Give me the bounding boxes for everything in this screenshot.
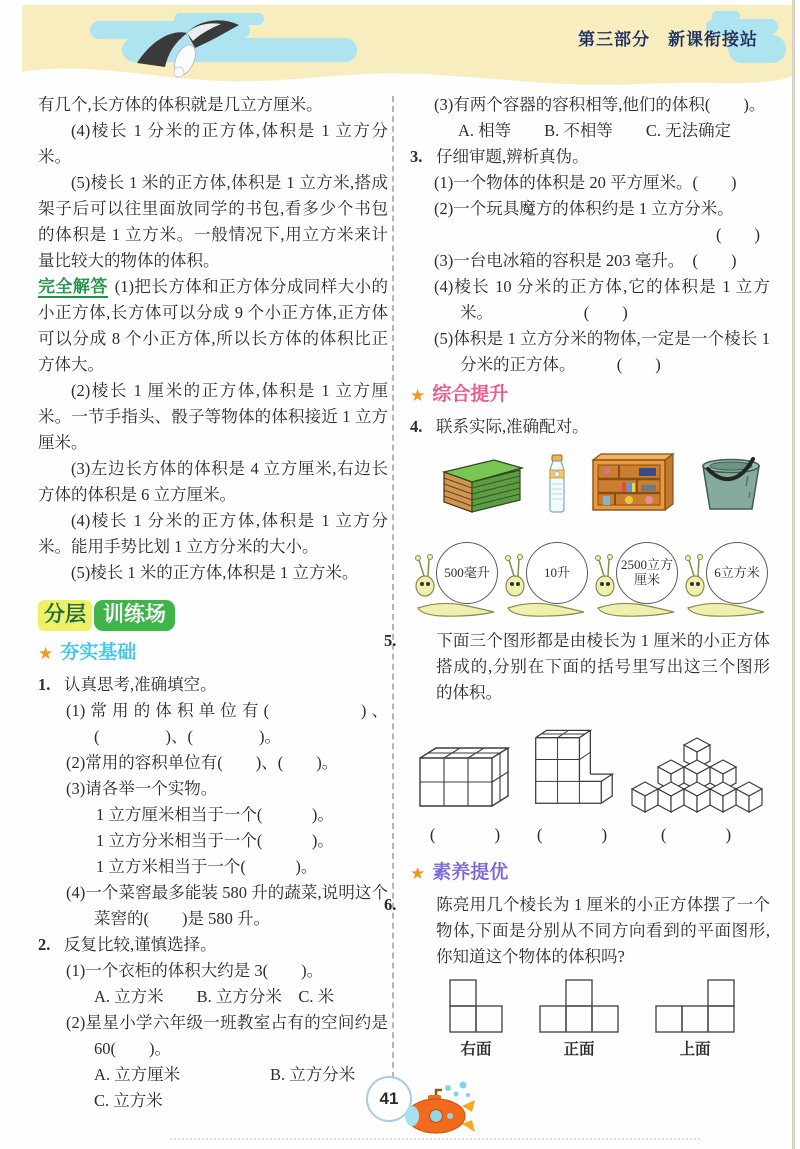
- star-icon: ★: [410, 385, 426, 405]
- view-right-side: [448, 978, 504, 1063]
- answer-paren: ( ): [716, 225, 760, 244]
- question-title: [410, 144, 770, 170]
- question-title-text: 下面三个图形都是由棱长为 1 厘米的小正方体搭成的,分别在下面的括号里写出这三个图形的体积。: [436, 631, 770, 702]
- choice-item: (1)一个衣柜的体积大约是 3( )。: [66, 961, 324, 980]
- submarine-icon: [396, 1080, 481, 1138]
- snail-item: [412, 542, 498, 618]
- fill-blank-item: (2)常用的容积单位有( )、( )。: [66, 753, 339, 772]
- question-title-text: 仔细审题,辨析真伪。: [436, 147, 589, 166]
- section-comprehensive: [410, 382, 770, 408]
- section-title: 第三部分 新课衔接站: [578, 30, 758, 49]
- option-b: B. 立方分米: [270, 1065, 356, 1084]
- training-banner: [38, 598, 388, 632]
- cube-figure-l-shape: [526, 714, 621, 848]
- choice-item: (3)有两个容器的容积相等,他们的体积( )。: [434, 95, 766, 114]
- fill-blank-subitem: 1 立方分米相当于一个( )。: [96, 831, 334, 850]
- snail-item: [592, 542, 678, 618]
- answer-text: (1)把长方体和正方体分成同样大小的小正方体,长方体可以分成 9 个小正方体,正方体可以分成 8 个小正方体,所以长方体的体积比正方体大。: [38, 277, 389, 374]
- prism-figure-icon: [416, 728, 516, 816]
- question-title-text: 陈亮用几个棱长为 1 厘米的小正方体摆了一个物体,下面是分别从不同方向看到的平面图形,你知道这个物体的体积吗?: [436, 895, 770, 966]
- question-1: [38, 672, 388, 932]
- question-number: 3.: [410, 147, 423, 166]
- view-top: [654, 978, 736, 1063]
- question-number: 4.: [410, 417, 423, 436]
- snail-bubble: 500毫升: [436, 542, 498, 604]
- page-header: [22, 5, 792, 89]
- fill-blank-item: (3)请各举一个实物。: [66, 779, 218, 798]
- section-basic: [38, 640, 388, 666]
- answer-paragraph: (4)棱长 1 分米的正方体,体积是 1 立方分米。能用手势比划 1 立方分米的大小。: [38, 511, 388, 556]
- left-column: [38, 92, 388, 1114]
- cube-figures: [410, 714, 770, 848]
- intro-paragraph: 有几个,长方体的体积就是几立方厘米。: [38, 95, 323, 114]
- question-number: 6.: [384, 895, 397, 914]
- right-view-icon: [448, 978, 504, 1034]
- top-view-icon: [654, 978, 736, 1034]
- judge-item: (3)一台电冰箱的容积是 203 毫升。 ( ): [434, 251, 737, 270]
- question-6: [384, 892, 770, 1063]
- answer-paren: ( ): [536, 825, 610, 844]
- question-number: 1.: [38, 675, 51, 694]
- section-label: 夯实基础: [60, 642, 137, 663]
- column-divider: [392, 96, 394, 1088]
- answer-paragraph: [38, 274, 388, 378]
- cloud-icon: [712, 11, 740, 21]
- option-a: A. 立方厘米: [94, 1065, 181, 1084]
- star-icon: ★: [410, 863, 426, 883]
- snail-bubble: 2500立方厘米: [616, 542, 678, 604]
- banner-part-1: 分层: [38, 600, 92, 631]
- question-5: [384, 628, 770, 848]
- cube-figure-pyramid: [630, 736, 764, 848]
- choice-options: A. 立方米 B. 立方分米 C. 米: [94, 987, 335, 1006]
- section-literacy: [410, 860, 770, 886]
- snail-item: [682, 542, 768, 618]
- page-number: 41: [366, 1076, 412, 1122]
- question-title-text: 反复比较,谨慎选择。: [64, 935, 217, 954]
- answer-label: 完全解答: [38, 277, 108, 296]
- view-label: 正面: [563, 1041, 595, 1058]
- question-text: [384, 628, 770, 706]
- matching-objects: [410, 440, 770, 514]
- view-figures: [410, 978, 770, 1063]
- fill-blank-subitem: 1 立方厘米相当于一个( )。: [96, 805, 334, 824]
- choice-options: A. 相等 B. 不相等 C. 无法确定: [458, 121, 732, 140]
- question-number: 2.: [38, 935, 51, 954]
- front-view-icon: [538, 978, 620, 1034]
- answer-paragraph: (5)棱长 1 米的正方体,体积是 1 立方米。: [71, 563, 359, 582]
- view-front: [538, 978, 620, 1063]
- answer-paragraph: (2)棱长 1 厘米的正方体,体积是 1 立方厘米。一节手指头、骰子等物体的体积接近 1 立方厘米。: [38, 381, 388, 452]
- bucket-icon: [696, 452, 766, 514]
- question-title: [38, 932, 388, 958]
- question-title: [410, 414, 770, 440]
- answer-paragraph: (3)左边长方体的体积是 4 立方厘米,右边长方体的体积是 6 立方厘米。: [38, 459, 388, 504]
- fill-blank-subitem: 1 立方米相当于一个( )。: [96, 857, 318, 876]
- question-title-text: 联系实际,准确配对。: [436, 417, 589, 436]
- question-3: [410, 144, 770, 378]
- question-title: [38, 672, 388, 698]
- l-shape-figure-icon: [526, 714, 621, 816]
- judge-item: (2)一个玩具魔方的体积约是 1 立方分米。: [434, 199, 734, 218]
- choice-options: [38, 1062, 388, 1088]
- right-column: [384, 92, 770, 1063]
- answer-paren: ( ): [429, 825, 503, 844]
- page-bottom-rule: [170, 1138, 700, 1140]
- question-4: [410, 414, 770, 618]
- intro-paragraph: (5)棱长 1 米的正方体,体积是 1 立方米,搭成架子后可以往里面放同学的书包,看多少个书包的体积是 1 立方米。一般情况下,用立方米来计量比较大的物体的体积。: [38, 173, 388, 270]
- header-wave: [22, 46, 792, 89]
- snail-bubble: 6立方米: [706, 542, 768, 604]
- intro-paragraph: (4)棱长 1 分米的正方体,体积是 1 立方分米。: [38, 121, 388, 166]
- cube-figure-prism: [416, 728, 516, 848]
- judge-item: (1)一个物体的体积是 20 平方厘米。( ): [434, 173, 737, 192]
- banner-part-2: 训练场: [94, 600, 175, 631]
- question-title-text: 认真思考,准确填空。: [64, 675, 217, 694]
- judge-item: (4)棱长 10 分米的正方体,它的体积是 1 立方米。 ( ): [434, 277, 770, 322]
- snail-bubble: 10升: [526, 542, 588, 604]
- snail-item: [502, 542, 588, 618]
- section-label: 综合提升: [432, 384, 509, 405]
- option-c: C. 立方米: [94, 1091, 163, 1110]
- question-number: 5.: [384, 631, 397, 650]
- water-bottle-icon: [543, 454, 571, 514]
- choice-item: (2)星星小学六年级一班教室占有的空间约是 60( )。: [66, 1013, 388, 1058]
- view-label: 上面: [679, 1041, 711, 1058]
- cabinet-icon: [589, 452, 677, 514]
- book-stack-icon: [432, 448, 524, 514]
- question-text: [384, 892, 770, 970]
- fill-blank-item: (4)一个菜窖最多能装 580 升的蔬菜,说明这个菜窖的( )是 580 升。: [66, 883, 388, 928]
- section-label: 素养提优: [432, 862, 509, 883]
- question-2: [38, 932, 388, 1114]
- answer-paren: ( ): [660, 825, 734, 844]
- pyramid-figure-icon: [630, 736, 764, 816]
- judge-item: (5)体积是 1 立方分米的物体,一定是一个棱长 1 分米的正方体。 ( ): [434, 329, 770, 374]
- fill-blank-item: (1)常用的体积单位有( )、( )、( )。: [66, 701, 388, 746]
- snail-labels: [410, 542, 770, 618]
- view-label: 右面: [460, 1041, 492, 1058]
- scan-edge: [792, 0, 795, 1149]
- star-icon: ★: [38, 643, 54, 663]
